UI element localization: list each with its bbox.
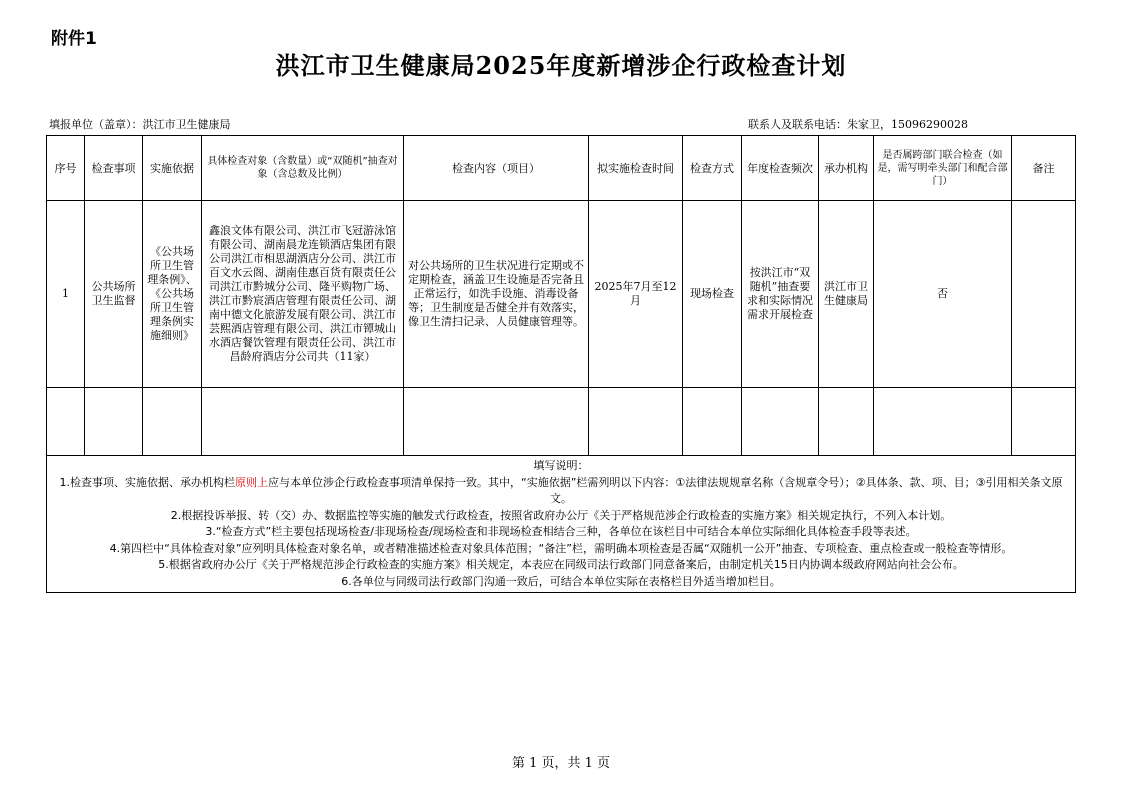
header-method: 检查方式 — [683, 136, 742, 201]
page-title: 洪江市卫生健康局2025年度新增涉企行政检查计划 — [275, 51, 847, 80]
header-item: 检查事项 — [85, 136, 143, 201]
notes-heading: 填写说明： — [533, 459, 589, 472]
header-objects: 具体检查对象（含数量）或“双随机”抽查对象（含总数及比例） — [202, 136, 404, 201]
notes-row — [47, 456, 1076, 593]
note-1-highlight: 原则上 — [235, 475, 268, 489]
cell-frequency: 按洪江市“双随机”抽查要求和实际情况需求开展检查 — [742, 201, 819, 388]
note-3: 3.“检查方式”栏主要包括现场检查/非现场检查/现场检查和非现场检查相结合三种，各单位在该栏目中可结合本单位实际细化具体检查手段等表述。 — [205, 525, 917, 538]
note-6: 6.各单位与同级司法行政部门沟通一致后，可结合本单位实际在表格栏目外适当增加栏目。 — [341, 574, 781, 588]
cell-remark — [1012, 201, 1076, 388]
cell-joint: 否 — [874, 201, 1012, 388]
note-5: 5.根据省政府办公厅《关于严格规范涉企行政检查的实施方案》相关规定，本表应在同级司法行政部门同意备案后，由制定机关15日内协调本级政府网站向社会公布。 — [158, 558, 964, 571]
header-row — [47, 136, 1076, 201]
cell-seq: 1 — [47, 201, 85, 388]
cell-objects: 鑫浪文体有限公司、洪江市飞冠游泳馆有限公司、湖南晨龙连锁酒店集团有限公司洪江市相思湖酒店分公司、洪江市百文水云阁、湖南佳惠百货有限责任公司洪江市黔城分公司、隆平购物广场、洪江市黔宸酒店管理有限责任公司、湖南中德文化旅游发展有限公司、洪江市芸熙酒店管理有限公司、洪江市镡城山水酒店餐饮管理有限责任公司、洪江市昌龄府酒店分公司共（11家） — [202, 201, 404, 388]
cell-content: 对公共场所的卫生状况进行定期或不定期检查，涵盖卫生设施是否完备且正常运行，如洗手设施、消毒设备等；卫生制度是否健全并有效落实，像卫生清扫记录、人员健康管理等。 — [404, 201, 589, 388]
attachment-label: 附件1 — [51, 29, 97, 49]
note-1: 1.检查事项、实施依据、承办机构栏原则上应与本单位涉企行政检查事项清单保持一致。其中，“实施依据”栏需列明以下内容：①法律法规规章名称（含规章令号）；②具体条、款、项、目；③引用相关条文原文。 — [59, 475, 1063, 505]
filling-notes — [47, 456, 1076, 593]
empty-row — [47, 388, 1076, 456]
header-time: 拟实施检查时间 — [589, 136, 683, 201]
inspection-plan-table — [46, 135, 1076, 593]
contact-info: 联系人及联系电话：朱家卫，15096290028 — [748, 118, 968, 131]
reporting-unit: 填报单位（盖章）：洪江市卫生健康局 — [49, 118, 231, 131]
cell-basis: 《公共场所卫生管理条例》、《公共场所卫生管理条例实施细则》 — [143, 201, 202, 388]
header-joint: 是否属跨部门联合检查（如是，需写明牵头部门和配合部门） — [874, 136, 1012, 201]
header-content: 检查内容（项目） — [404, 136, 589, 201]
header-agency: 承办机构 — [819, 136, 874, 201]
cell-method: 现场检查 — [683, 201, 742, 388]
note-2: 2.根据投诉举报、转（交）办、数据监控等实施的触发式行政检查，按照省政府办公厅《关于严格规范涉企行政检查的实施方案》相关规定执行，不列入本计划。 — [170, 508, 952, 522]
table-row — [47, 201, 1076, 388]
cell-time: 2025年7月至12月 — [589, 201, 683, 388]
header-seq: 序号 — [47, 136, 85, 201]
cell-item: 公共场所卫生监督 — [85, 201, 143, 388]
cell-agency: 洪江市卫生健康局 — [819, 201, 874, 388]
page-footer: 第 1 页，共 1 页 — [511, 756, 611, 771]
header-frequency: 年度检查频次 — [742, 136, 819, 201]
header-remark: 备注 — [1012, 136, 1076, 201]
header-basis: 实施依据 — [143, 136, 202, 201]
note-4: 4.第四栏中“具体检查对象”应列明具体检查对象名单，或者精准描述检查对象具体范围；“备注”栏，需明确本项检查是否属“双随机一公开”抽查、专项检查、重点检查或一般检查等情形。 — [109, 541, 1013, 555]
